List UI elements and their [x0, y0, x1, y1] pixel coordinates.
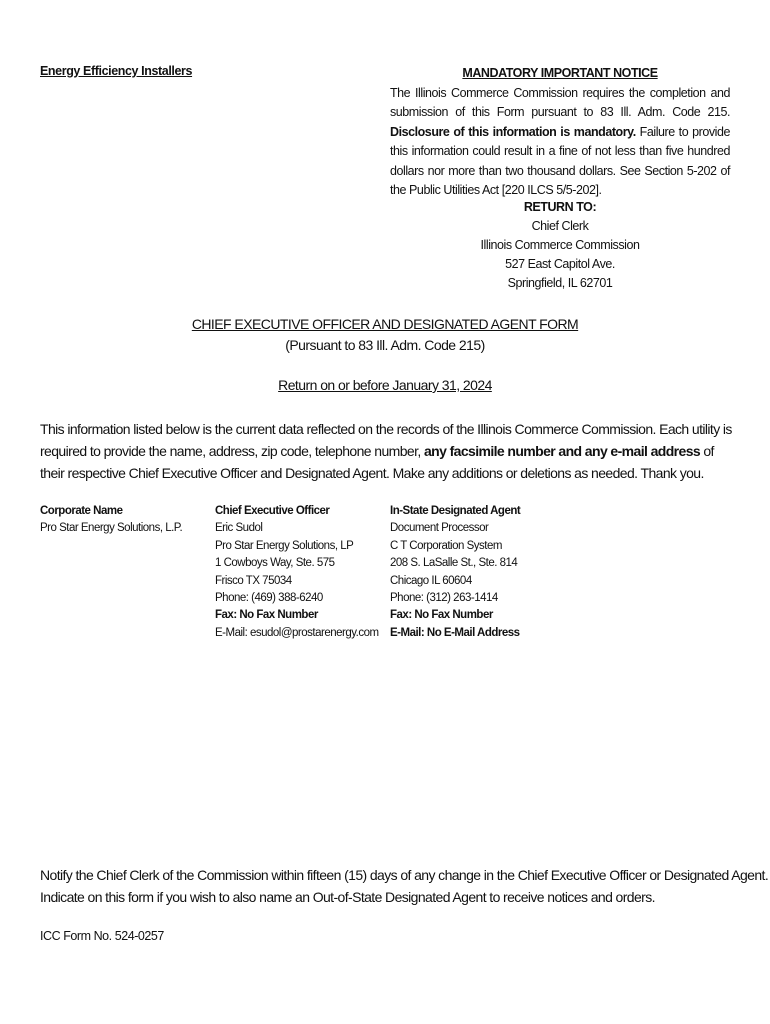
agent-email: E-Mail: No E-Mail Address [390, 626, 520, 639]
return-title: RETURN TO: [523, 200, 597, 214]
intro-text-1: This information listed below is the current data reflected on the records of the Illinois Commerce Commission. Each utility is required to provide the name, address, zip code, telephone number, [40, 421, 732, 459]
notice-text-bold: Disclosure of this information is mandatory. [390, 124, 636, 139]
ceo-address-1: 1 Cowboys Way, Ste. 575 [215, 557, 335, 570]
notice-text-1: The Illinois Commerce Commission requires the completion and submission of this Form pursuant to 83 Ill. Adm. Code 215. [390, 85, 730, 119]
agent-address-2: Chicago IL 60604 [390, 574, 472, 587]
intro-text-2: of their respective Chief Executive Officer and Designated Agent. Make any additions or deletions as needed. Thank you. [40, 443, 714, 481]
ceo-email: E-Mail: esudol@prostarenergy.com [215, 626, 379, 639]
intro-paragraph [40, 418, 732, 484]
return-line-4: Springfield, IL 62701 [507, 276, 613, 290]
return-deadline: Return on or before January 31, 2024 [278, 377, 492, 393]
notice-title: MANDATORY IMPORTANT NOTICE [462, 66, 658, 80]
form-title: CHIEF EXECUTIVE OFFICER AND DESIGNATED AGENT FORM [191, 316, 579, 332]
corporate-name: Pro Star Energy Solutions, L.P. [40, 522, 183, 535]
ceo-column [215, 503, 379, 642]
notify-line-1: Notify the Chief Clerk of the Commission within fifteen (15) days of any change in the Chief Executive Officer or Designated Agent. [40, 867, 769, 883]
corporate-column [40, 503, 182, 538]
return-line-1: Chief Clerk [531, 219, 589, 233]
form-subtitle: (Pursuant to 83 Ill. Adm. Code 215) [285, 337, 485, 353]
ceo-heading: Chief Executive Officer [215, 505, 330, 517]
form-title-block [0, 314, 770, 356]
agent-fax: Fax: No Fax Number [390, 609, 493, 622]
agent-heading: In-State Designated Agent [390, 505, 521, 517]
document-category-heading: Energy Efficiency Installers [40, 64, 193, 78]
intro-text-bold: any facsimile number and any e-mail address [423, 443, 701, 459]
agent-phone: Phone: (312) 263-1414 [390, 592, 498, 605]
notice-text-2: Failure to provide this information could result in a fine of not less than five hundred dollars nor more than two thousand dollars. See Section 5-202 of the Public Utilities Act [220 ILCS 5/5-202]. [390, 124, 730, 197]
ceo-name: Eric Sudol [215, 522, 263, 535]
notice-body [390, 84, 730, 201]
agent-address-1: 208 S. LaSalle St., Ste. 814 [390, 557, 518, 570]
ceo-address-2: Frisco TX 75034 [215, 574, 292, 587]
notify-instructions [40, 864, 768, 908]
agent-column [390, 503, 520, 642]
corporate-heading: Corporate Name [40, 505, 123, 517]
form-number: ICC Form No. 524-0257 [40, 929, 164, 943]
agent-name: Document Processor [390, 522, 489, 535]
ceo-company: Pro Star Energy Solutions, LP [215, 539, 354, 552]
notify-line-2: Indicate on this form if you wish to also name an Out-of-State Designated Agent to receive notices and orders. [40, 889, 655, 905]
return-line-3: 527 East Capitol Ave. [505, 257, 615, 271]
return-address [390, 198, 730, 293]
ceo-fax: Fax: No Fax Number [215, 609, 318, 622]
agent-company: C T Corporation System [390, 539, 502, 552]
ceo-phone: Phone: (469) 388-6240 [215, 592, 323, 605]
return-line-2: Illinois Commerce Commission [480, 238, 640, 252]
mandatory-notice [390, 64, 730, 201]
